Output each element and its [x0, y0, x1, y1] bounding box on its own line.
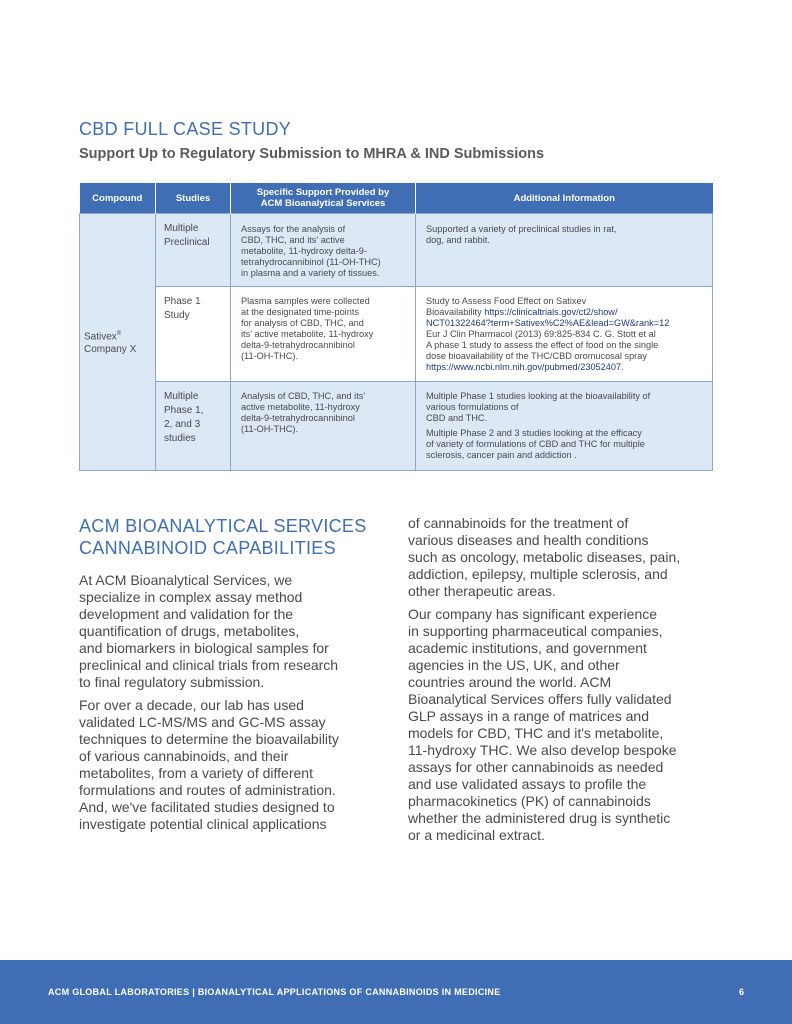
study-line: Multiple	[164, 223, 199, 234]
study-cell	[156, 382, 231, 471]
body-line: pharmacokinetics (PK) of cannabinoids	[408, 793, 651, 809]
additional-line: of variety of formulations of CBD and THC for multiple	[426, 439, 645, 449]
header-additional: Additional Information	[416, 183, 713, 214]
body-line: countries around the world. ACM	[408, 674, 612, 690]
body-line: Bioanalytical Services offers fully validated	[408, 691, 672, 707]
additional-line: A phase 1 study to assess the effect of food on the single	[426, 340, 659, 350]
additional-line: Study to Assess Food Effect on Satixev	[426, 296, 587, 306]
support-line: at the designated time-points	[241, 307, 359, 317]
additional-paragraph	[426, 391, 704, 424]
additional-line: Eur J Clin Pharmacol (2013) 69:825-834 C. G. Stott et al	[426, 329, 656, 339]
body-paragraph	[79, 572, 389, 691]
page-title: CBD FULL CASE STUDY	[79, 119, 292, 139]
case-study-table	[79, 183, 713, 471]
page-number: 6	[738, 987, 744, 997]
body-line: whether the administered drug is synthetic	[408, 810, 671, 826]
additional-paragraph	[426, 428, 704, 461]
support-line: delta-9-tetrahydrocannibinol	[241, 413, 355, 423]
support-line: CBD, THC, and its' active	[241, 235, 345, 245]
support-line: in plasma and a variety of tissues.	[241, 268, 380, 278]
support-line: (11-OH-THC).	[241, 351, 298, 361]
additional-line: dog, and rabbit.	[426, 235, 490, 245]
body-line: other therapeutic areas.	[408, 583, 556, 599]
additional-line: Supported a variety of preclinical studies in rat,	[426, 224, 617, 234]
additional-line: Bioavailability	[426, 307, 485, 317]
support-line: (11-OH-THC).	[241, 424, 298, 434]
body-line: investigate potential clinical applications	[79, 816, 327, 832]
body-line: of various cannabinoids, and their	[79, 748, 289, 764]
study-line: Phase 1,	[164, 405, 204, 416]
body-line: models for CBD, THC and it's metabolite,	[408, 725, 664, 741]
body-line: assays for other cannabinoids as needed	[408, 759, 664, 775]
body-line: and biomarkers in biological samples for	[79, 640, 329, 656]
additional-line: Multiple Phase 2 and 3 studies looking at the efficacy	[426, 428, 642, 438]
body-line: agencies in the US, UK, and other	[408, 657, 620, 673]
body-line: techniques to determine the bioavailability	[79, 731, 339, 747]
body-line: various diseases and health conditions	[408, 532, 649, 548]
support-line: Analysis of CBD, THC, and its'	[241, 391, 366, 401]
link-period: .	[621, 362, 624, 372]
study-cell	[156, 214, 231, 287]
support-line: for analysis of CBD, THC, and	[241, 318, 364, 328]
body-line: development and validation for the	[79, 606, 294, 622]
additional-line: dose bioavailability of the THC/CBD oromucosal spray	[426, 351, 647, 361]
page-subtitle: Support Up to Regulatory Submission to MHRA & IND Submissions	[79, 146, 545, 162]
support-cell	[231, 214, 416, 287]
body-paragraph	[408, 515, 718, 600]
body-line: metabolites, from a variety of different	[79, 765, 313, 781]
study-line: Preclinical	[164, 237, 210, 248]
body-line: Our company has significant experience	[408, 606, 658, 622]
header-compound: Compound	[80, 183, 156, 214]
support-line: its' active metabolite, 11-hydroxy	[241, 329, 374, 339]
body-line: such as oncology, metabolic diseases, pain,	[408, 549, 681, 565]
section-heading	[79, 515, 389, 559]
body-line: GLP assays in a range of matrices and	[408, 708, 649, 724]
study-line: studies	[164, 433, 196, 444]
additional-line: sclerosis, cancer pain and addiction .	[426, 450, 577, 460]
body-line: 11-hydroxy THC. We also develop bespoke	[408, 742, 677, 758]
page-footer	[0, 960, 792, 1024]
body-line: and use validated assays to profile the	[408, 776, 647, 792]
header-studies: Studies	[156, 183, 231, 214]
body-line: For over a decade, our lab has used	[79, 697, 304, 713]
body-line: of cannabinoids for the treatment of	[408, 515, 629, 531]
support-line: tetrahydrocannibinol (11-OH-THC)	[241, 257, 381, 267]
clinicaltrials-link-cont[interactable]: NCT01322464?term+Sativex%C2%AE&lead=GW&rank=12	[426, 318, 670, 328]
additional-cell	[416, 214, 713, 287]
body-line: academic institutions, and government	[408, 640, 647, 656]
support-line: Assays for the analysis of	[241, 224, 346, 234]
body-line: specialize in complex assay method	[79, 589, 303, 605]
support-cell	[231, 382, 416, 471]
additional-line: Multiple Phase 1 studies looking at the bioavailability of	[426, 391, 651, 401]
header-support-line1: Specific Support Provided by	[256, 187, 390, 198]
right-column	[408, 515, 718, 850]
body-paragraph	[79, 697, 389, 833]
footer-text: ACM GLOBAL LABORATORIES | BIOANALYTICAL APPLICATIONS OF CANNABINOIDS IN MEDICINE	[48, 987, 501, 997]
body-line: addiction, epilepsy, multiple sclerosis, and	[408, 566, 668, 582]
left-column	[79, 515, 389, 839]
study-line: Multiple	[164, 391, 199, 402]
additional-cell	[416, 287, 713, 382]
body-line: And, we've facilitated studies designed to	[79, 799, 335, 815]
study-line: Study	[164, 310, 190, 321]
body-line: quantification of drugs, metabolites,	[79, 623, 300, 639]
study-line: 2, and 3	[164, 419, 201, 430]
section-heading-line2: CANNABINOID CAPABILITIES	[79, 538, 336, 558]
body-line: At ACM Bioanalytical Services, we	[79, 572, 293, 588]
body-line: preclinical and clinical trials from research	[79, 657, 339, 673]
support-line: metabolite, 11-hydroxy delta-9-	[241, 246, 367, 256]
clinicaltrials-link[interactable]: https://clinicaltrials.gov/ct2/show/	[484, 307, 618, 317]
study-line: Phase 1	[164, 296, 201, 307]
support-line: delta-9-tetrahydrocannibinol	[241, 340, 355, 350]
support-line: active metabolite, 11-hydroxy	[241, 402, 360, 412]
registered-mark: ®	[116, 330, 122, 337]
compound-company: Company X	[84, 344, 137, 356]
body-line: to final regulatory submission.	[79, 674, 265, 690]
support-cell	[231, 287, 416, 382]
study-cell	[156, 287, 231, 382]
header-support	[231, 183, 416, 214]
table-header-row	[80, 183, 713, 214]
compound-name: Sativex	[84, 331, 117, 343]
additional-line: various formulations of	[426, 402, 519, 412]
body-line: or a medicinal extract.	[408, 827, 545, 843]
additional-line: CBD and THC.	[426, 413, 488, 423]
body-line: formulations and routes of administration.	[79, 782, 336, 798]
pubmed-link[interactable]: https://www.ncbi.nlm.nih.gov/pubmed/23052407	[426, 362, 622, 372]
header-support-line2: ACM Bioanalytical Services	[260, 198, 386, 209]
body-line: validated LC-MS/MS and GC-MS assay	[79, 714, 326, 730]
support-line: Plasma samples were collected	[241, 296, 370, 306]
section-heading-line1: ACM BIOANALYTICAL SERVICES	[79, 516, 367, 536]
body-paragraph	[408, 606, 718, 844]
table-row	[80, 287, 713, 382]
additional-cell	[416, 382, 713, 471]
table-row	[80, 214, 713, 287]
table-row	[80, 382, 713, 471]
compound-cell	[80, 214, 156, 471]
body-line: in supporting pharmaceutical companies,	[408, 623, 663, 639]
